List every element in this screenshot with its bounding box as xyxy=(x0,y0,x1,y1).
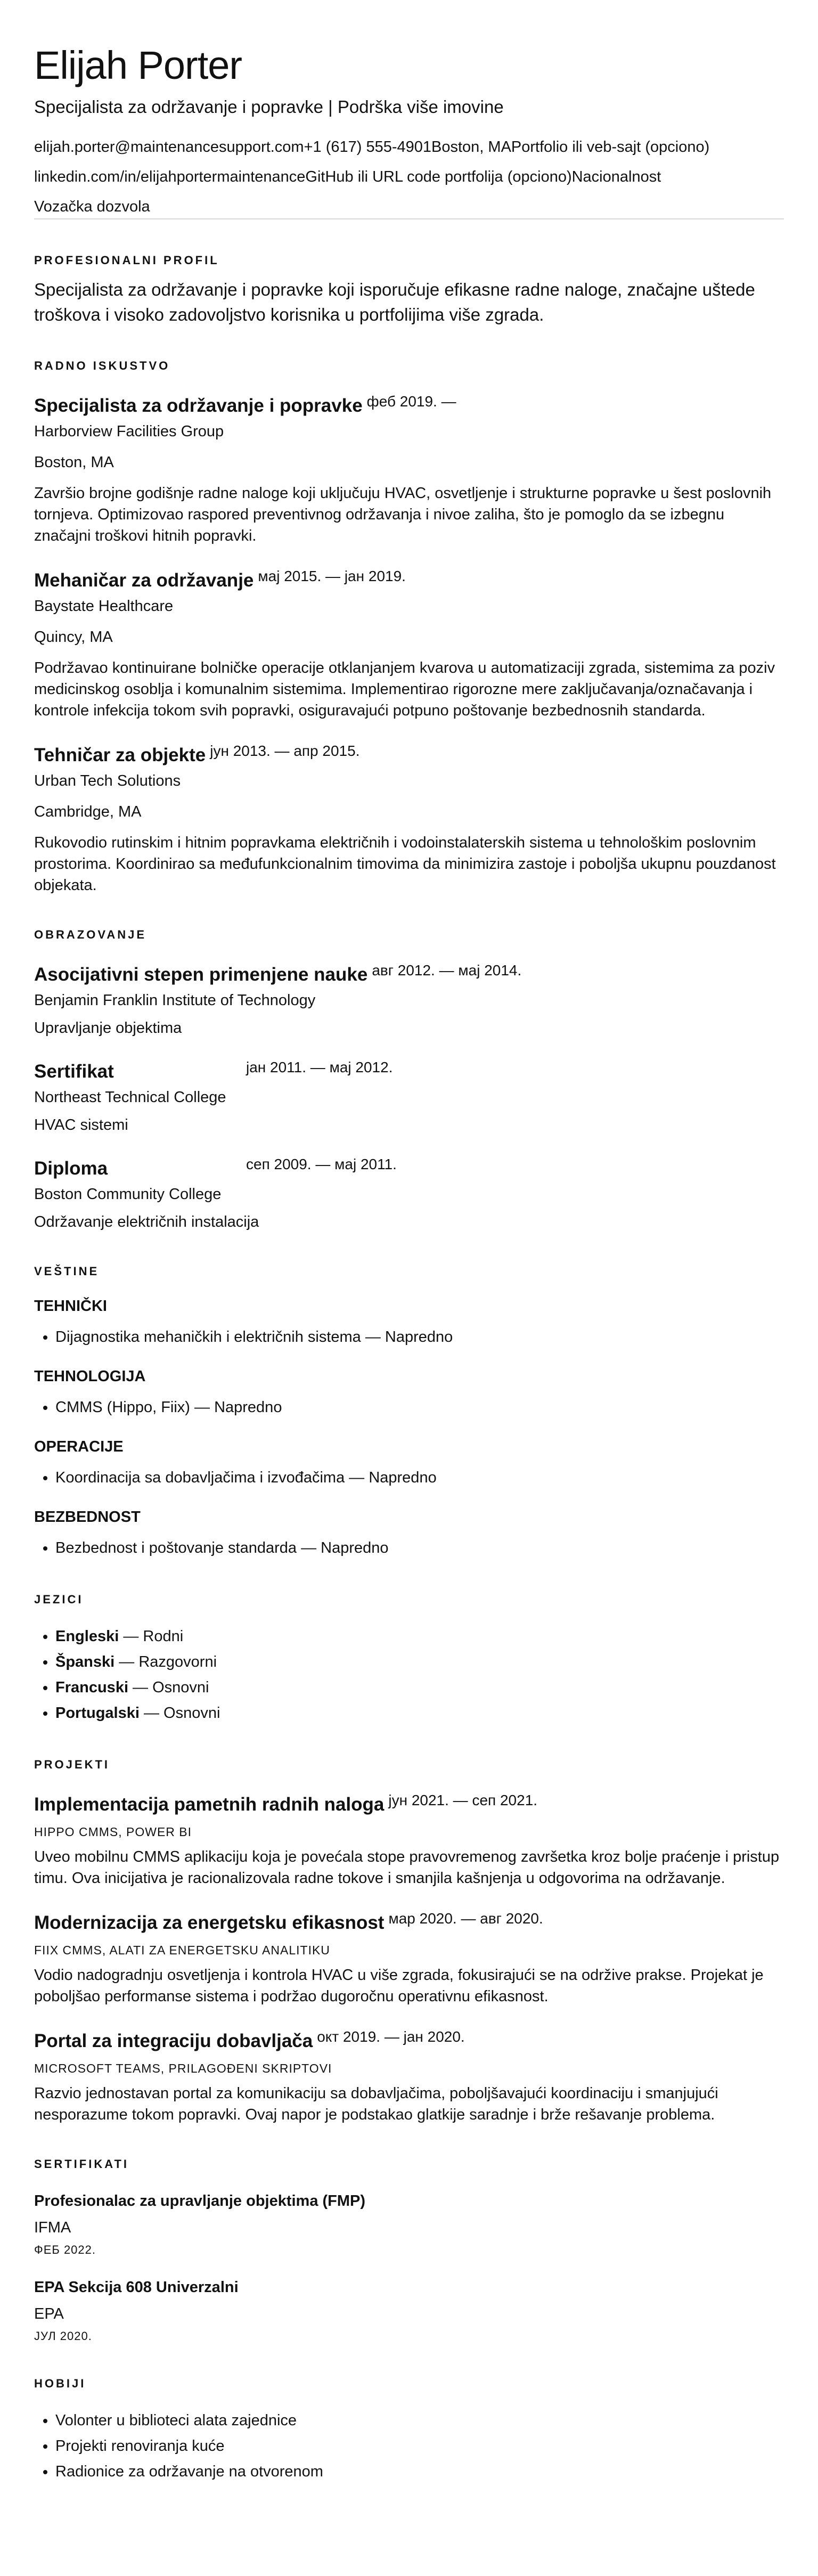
degree-title: Sertifikat xyxy=(34,1061,114,1082)
language-name: Portugalski xyxy=(55,1705,140,1722)
study-field: HVAC sistemi xyxy=(34,1116,128,1134)
project-description: Uveo mobilnu CMMS aplikaciju koja je povećala stope pravovremenog završetka kroz bolje praćenje i pristup timu. Ova inicijativa je racionalizovala radne tokove i smanjila kašnjenja u odgovorima na održavanje. xyxy=(34,1848,780,1887)
education-date: сеп 2009. — мај 2011. xyxy=(246,1156,397,1172)
certificate-issuer: EPA xyxy=(34,2305,64,2322)
section-title-skills: VEŠTINE xyxy=(34,1265,100,1278)
certificate-entry xyxy=(34,2190,784,2259)
school-name: Boston Community College xyxy=(34,1186,222,1203)
section-title-certificates: SERTIFIKATI xyxy=(34,2157,129,2171)
language-name: Španski xyxy=(55,1653,115,1670)
project-description: Vodio nadogradnju osvetljenja i kontrola HVAC u više zgrada, fokusirajući se na održive prakse. Projekat je poboljšao performanse sistema i podržao dugoročnu operativnu efikasnost. xyxy=(34,1967,764,2005)
job-location: Boston, MA xyxy=(34,454,114,471)
project-entry xyxy=(34,1910,784,2007)
language-name: Francuski xyxy=(55,1679,128,1696)
section-title-education: OBRAZOVANJE xyxy=(34,928,147,941)
skill-category: OPERACIJE xyxy=(34,1438,124,1455)
certificate-date: ФЕБ 2022. xyxy=(34,2243,96,2256)
education-section xyxy=(34,927,784,1233)
language-item xyxy=(55,1675,784,1700)
school-name: Benjamin Franklin Institute of Technology xyxy=(34,992,316,1009)
project-name: Portal za integraciju dobavljača xyxy=(34,2031,313,2051)
job-location: Cambridge, MA xyxy=(34,803,142,820)
job-date: феб 2019. — xyxy=(366,393,456,410)
job-description: Završio brojne godišnje radne naloge koji uključuju HVAC, osvetljenje i strukturne popravke u šest poslovnih tornjeva. Optimizovao raspored preventivnog održavanja i nivoe zaliha, što je pomoglo da se izbegnu značajni troškovi hitnih popravki. xyxy=(34,485,772,544)
section-title-languages: JEZICI xyxy=(34,1593,84,1606)
skill-list xyxy=(34,1535,784,1561)
experience-entry xyxy=(34,743,784,896)
hobby-item: • Projekti renoviranja kuće xyxy=(55,2433,784,2459)
headline: Specijalista za održavanje i popravke | Podrška više imovine xyxy=(34,97,504,117)
experience-entry xyxy=(34,568,784,721)
certificates-section xyxy=(34,2156,784,2345)
section-title-profile: PROFESIONALNI PROFIL xyxy=(34,254,219,267)
certificate-name: Profesionalac za upravljanje objektima (FMP) xyxy=(34,2192,366,2210)
skill-category: TEHNIČKI xyxy=(34,1298,107,1315)
project-name: Implementacija pametnih radnih naloga xyxy=(34,1794,385,1815)
language-level: — Rodni xyxy=(119,1628,184,1645)
job-location: Quincy, MA xyxy=(34,629,113,646)
header-divider xyxy=(34,218,784,219)
education-entry xyxy=(34,1059,784,1136)
job-company: Baystate Healthcare xyxy=(34,598,174,615)
contact-line-1: elijah.porter@maintenancesupport.com+1 (617) 555-4901Boston, MAPortfolio ili veb-sajt (opciono) xyxy=(34,138,710,156)
study-field: Upravljanje objektima xyxy=(34,1020,182,1037)
project-name: Modernizacija za energetsku efikasnost xyxy=(34,1912,385,1933)
hobby-item: • Volonter u biblioteci alata zajednice xyxy=(55,2408,784,2433)
skill-category: TEHNOLOGIJA xyxy=(34,1368,146,1385)
study-field: Održavanje električnih instalacija xyxy=(34,1213,259,1230)
job-date: јун 2013. — апр 2015. xyxy=(210,743,360,759)
project-tech: MICROSOFT TEAMS, PRILAGOĐENI SKRIPTOVI xyxy=(34,2061,332,2075)
certificate-entry xyxy=(34,2277,784,2345)
job-title: Tehničar za objekte xyxy=(34,745,206,765)
languages-section xyxy=(34,1592,784,1726)
candidate-name: Elijah Porter xyxy=(34,43,242,87)
skill-list xyxy=(34,1324,784,1350)
education-date: јан 2011. — мај 2012. xyxy=(246,1059,393,1075)
job-company: Harborview Facilities Group xyxy=(34,423,224,440)
section-title-projects: PROJEKTI xyxy=(34,1758,110,1771)
skill-item: • Dijagnostika mehaničkih i električnih sistema — Napredno xyxy=(55,1324,784,1350)
section-title-hobbies: HOBIJI xyxy=(34,2377,86,2390)
job-title: Mehaničar za održavanje xyxy=(34,570,254,591)
project-date: мар 2020. — авг 2020. xyxy=(388,1910,543,1927)
education-date: авг 2012. — мај 2014. xyxy=(372,962,522,979)
skills-section xyxy=(34,1263,784,1561)
experience-section xyxy=(34,358,784,896)
certificate-date: ЈУЛ 2020. xyxy=(34,2329,92,2343)
job-description: Rukovodio rutinskim i hitnim popravkama električnih i vodoinstalaterskih sistema u tehnološkim poslovnim prostorima. Koordinirao sa međufunkcionalnim timovima da minimizira zastoje i poboljša ukupnu pouzdanost objekata. xyxy=(34,834,776,894)
job-date: мај 2015. — јан 2019. xyxy=(258,568,406,584)
language-item xyxy=(55,1624,784,1649)
education-entry xyxy=(34,1156,784,1233)
contact-line-3: Vozačka dozvola xyxy=(34,198,150,215)
language-level: — Razgovorni xyxy=(114,1653,217,1670)
project-description: Razvio jednostavan portal za komunikaciju sa dobavljačima, poboljšavajući koordinaciju i smanjujući nesporazume tokom popravki. Ovaj napor je podstakao glatkije saradnje i brže rešavanje problema. xyxy=(34,2085,718,2123)
skill-item: • Koordinacija sa dobavljačima i izvođačima — Napredno xyxy=(55,1465,784,1490)
language-level: — Osnovni xyxy=(139,1705,220,1722)
language-name: Engleski xyxy=(55,1628,119,1645)
skill-item: • CMMS (Hippo, Fiix) — Napredno xyxy=(55,1395,784,1420)
job-title: Specijalista za održavanje i popravke xyxy=(34,395,363,416)
project-tech: HIPPO CMMS, POWER BI xyxy=(34,1825,192,1839)
experience-entry xyxy=(34,393,784,547)
project-tech: FIIX CMMS, ALATI ZA ENERGETSKU ANALITIKU xyxy=(34,1943,330,1957)
projects-section xyxy=(34,1757,784,2125)
hobby-list xyxy=(34,2408,784,2484)
project-date: окт 2019. — јан 2020. xyxy=(317,2028,465,2045)
skill-category: BEZBEDNOST xyxy=(34,1509,141,1526)
degree-title: Asocijativni stepen primenjene nauke xyxy=(34,964,368,985)
section-title-experience: RADNO ISKUSTVO xyxy=(34,359,170,372)
hobby-item: • Radionice za održavanje na otvorenom xyxy=(55,2459,784,2484)
certificate-issuer: IFMA xyxy=(34,2219,71,2236)
project-date: јун 2021. — сеп 2021. xyxy=(388,1792,538,1808)
profile-section xyxy=(34,252,784,327)
education-entry xyxy=(34,962,784,1039)
degree-title: Diploma xyxy=(34,1158,108,1179)
language-level: — Osnovni xyxy=(128,1679,209,1696)
skill-list xyxy=(34,1395,784,1420)
language-item xyxy=(55,1700,784,1726)
language-item xyxy=(55,1649,784,1675)
certificate-name: EPA Sekcija 608 Univerzalni xyxy=(34,2279,239,2296)
project-entry xyxy=(34,1792,784,1889)
job-description: Podržavao kontinuirane bolničke operacije otklanjanjem kvarova u automatizaciji zgrada, sistemima za poziv medicinskog osoblja i komunalnim sistemima. Implementirao rigorozne mere zaključavanja/označavanja i kontrole infekcija tokom svih popravki, osiguravajući potpuno poštovanje bezbednosnih standarda. xyxy=(34,659,775,719)
hobbies-section xyxy=(34,2376,784,2484)
skill-item: • Bezbednost i poštovanje standarda — Napredno xyxy=(55,1535,784,1561)
skill-list xyxy=(34,1465,784,1490)
contact-line-2: linkedin.com/in/elijahportermaintenanceGitHub ili URL code portfolija (opciono)Nacionalnost xyxy=(34,168,661,185)
school-name: Northeast Technical College xyxy=(34,1089,226,1106)
job-company: Urban Tech Solutions xyxy=(34,772,181,789)
profile-text: Specijalista za održavanje i popravke koji isporučuje efikasne radne naloge, značajne uštede troškova i visoko zadovoljstvo korisnika u portfolijima više zgrada. xyxy=(34,280,755,324)
project-entry xyxy=(34,2028,784,2125)
language-list xyxy=(34,1624,784,1726)
